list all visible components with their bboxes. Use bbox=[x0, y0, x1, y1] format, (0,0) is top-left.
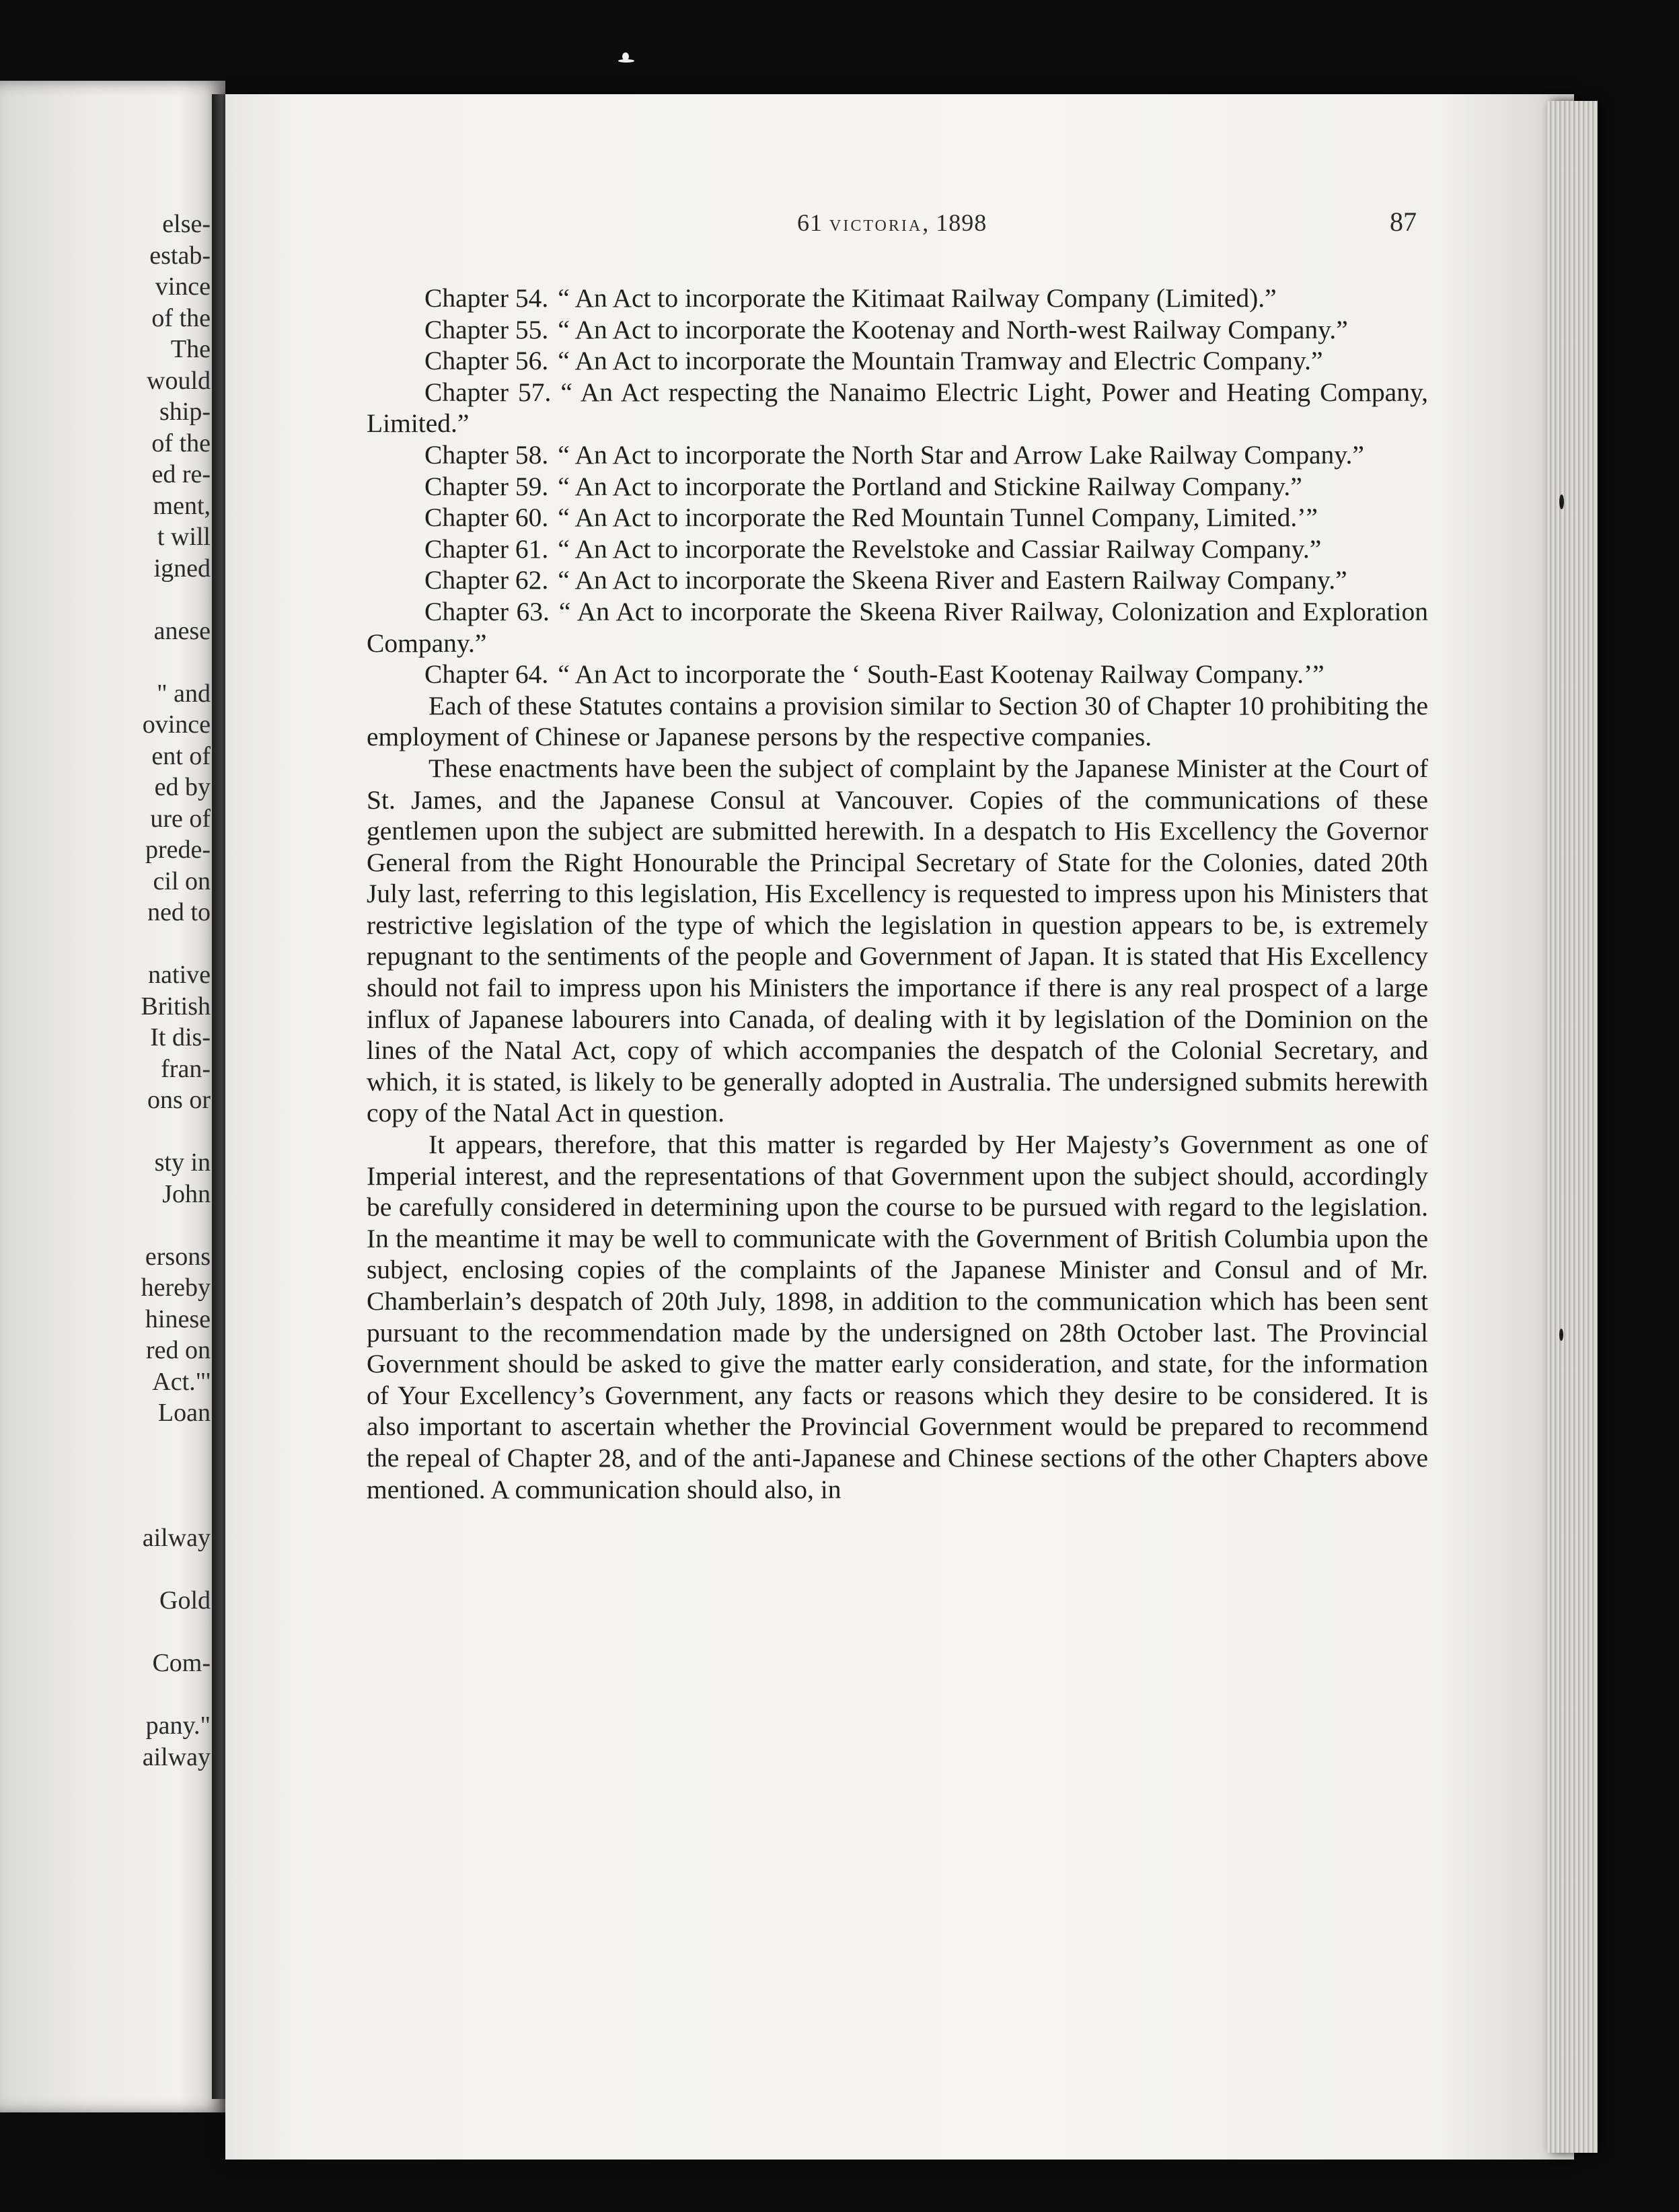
left-page-line-fragment: vince bbox=[155, 272, 211, 301]
chapter-title: “ An Act to incorporate the North Star and Arrow Lake Railway Company.” bbox=[558, 439, 1364, 470]
body-paragraph: These enactments have been the subject of complaint by the Japanese Minister at the Court of St. James, and the Japanese Consul at Vancouver. Copies of the communications of these gentlemen upon the subject are submitted herewith. In a despatch to His Excellency the Governor General from the Right Honourable the Principal Secretary of State for the Colonies, dated 20th July last, referring to this legislation, His Excellency is requested to impress upon his Ministers that restrictive legislation of the type of which the legislation in question appears to be, is extremely repugnant to the sentiments of the people and Government of Japan. It is stated that His Excellency should not fail to impress upon his Ministers the importance if there is any real prospect of a large influx of Japanese labourers into Canada, of dealing with it by legislation of the Dominion on the lines of the Natal Act, copy of which accompanies the despatch of the Colonial Secretary, and which, it is stated, is likely to be generally adopted in Australia. The undersigned submits herewith copy of the Natal Act in question. bbox=[367, 753, 1428, 1128]
left-page-line-fragment: sty in bbox=[154, 1148, 211, 1177]
left-page-line-fragment: Gold bbox=[159, 1586, 211, 1615]
chapter-entry bbox=[367, 596, 1428, 659]
left-page-line-fragment: t will bbox=[157, 523, 211, 551]
chapter-entry bbox=[367, 345, 1428, 377]
left-page-line-fragment: ailway bbox=[142, 1742, 211, 1771]
chapter-label: Chapter 59. bbox=[424, 471, 549, 501]
chapter-label: Chapter 60. bbox=[424, 503, 549, 533]
chapter-label: Chapter 64. bbox=[424, 659, 549, 690]
left-page-line-fragment: ons or bbox=[147, 1086, 211, 1114]
scan-speck bbox=[1559, 1329, 1563, 1341]
chapter-title: “ An Act to incorporate the Red Mountain Tunnel Company, Limited.’” bbox=[558, 503, 1318, 533]
left-page-line-fragment: of the bbox=[151, 303, 211, 332]
chapter-label: Chapter 58. bbox=[424, 439, 549, 470]
chapter-label: Chapter 57. bbox=[424, 377, 552, 407]
left-page-line-fragment: red on bbox=[145, 1336, 211, 1364]
chapter-title: “ An Act to incorporate the Portland and Stickine Railway Company.” bbox=[558, 471, 1302, 501]
chapter-label: Chapter 63. bbox=[424, 596, 550, 626]
left-page-line-fragment: It dis- bbox=[150, 1023, 211, 1052]
chapter-label: Chapter 54. bbox=[424, 283, 549, 313]
left-page-line-fragment: hereby bbox=[141, 1274, 211, 1302]
left-page-line-fragment: John bbox=[162, 1179, 211, 1208]
chapter-entry bbox=[367, 659, 1428, 690]
left-page-line-fragment: ned to bbox=[147, 898, 211, 926]
left-page-line-fragment: else- bbox=[162, 210, 211, 238]
left-page-line-fragment: ovince bbox=[142, 710, 211, 739]
chapter-entry bbox=[367, 377, 1428, 439]
left-page-line-fragment: ed by bbox=[154, 773, 211, 801]
chapter-title: “ An Act respecting the Nanaimo Electric Light, Power and Heating Company, Limited.” bbox=[367, 377, 1429, 439]
left-page-line-fragment: igned bbox=[153, 554, 211, 583]
chapter-list bbox=[367, 283, 1428, 690]
chapter-entry bbox=[367, 314, 1428, 346]
left-page-line-fragment: of the bbox=[151, 429, 211, 457]
chapter-entry bbox=[367, 533, 1428, 565]
chapter-entry bbox=[367, 439, 1428, 471]
chapter-entry bbox=[367, 283, 1428, 314]
left-page-line-fragment: pany." bbox=[145, 1711, 211, 1740]
chapter-title: “ An Act to incorporate the ‘ South-East Kootenay Railway Company.’” bbox=[558, 659, 1324, 690]
left-page-line-fragment: anese bbox=[153, 616, 211, 645]
left-page-line-fragment: British bbox=[141, 992, 211, 1021]
body-text bbox=[367, 283, 1428, 1505]
scan-speck bbox=[618, 59, 634, 63]
left-page-line-fragment: fran- bbox=[161, 1054, 211, 1083]
left-page-line-fragment: would bbox=[147, 366, 211, 395]
left-page-line-fragment: ailway bbox=[142, 1524, 211, 1552]
body-paragraph: Each of these Statutes contains a provision similar to Section 30 of Chapter 10 prohibiting the employment of Chinese or Japanese persons by the respective companies. bbox=[367, 690, 1428, 752]
left-page-line-fragment: prede- bbox=[145, 836, 211, 864]
scan-speck bbox=[1559, 494, 1564, 509]
left-page-line-fragment: ment, bbox=[153, 491, 211, 520]
left-page-line-fragment: The bbox=[170, 335, 211, 363]
left-page-line-fragment: cil on bbox=[153, 867, 211, 895]
left-page-line-fragment: Loan bbox=[157, 1399, 211, 1427]
body-paragraph: It appears, therefore, that this matter is regarded by Her Majesty’s Government as one of Imperial interest, and the representations of that Government upon the subject should, accordingly be carefully considered in determining upon the course to be pursued with regard to the legislation. In the meantime it may be well to communicate with the Government of British Columbia upon the subject, enclosing copies of the complaints of the Japanese Minister and Consul and of Mr. Chamberlain’s despatch of 20th July, 1898, in addition to the communication which has been sent pursuant to the recommendation made by the undersigned on 28th October last. The Provincial Government should be asked to give the matter early consideration, and state, for the information of Your Excellency’s Government, any facts or reasons which they desire to be considered. It is also important to ascertain whether the Provincial Government would be prepared to recommend the repeal of Chapter 28, and of the anti-Japanese and Chinese sections of the other Chapters above mentioned. A communication should also, in bbox=[367, 1130, 1428, 1504]
left-page-line-fragment: native bbox=[148, 961, 211, 989]
chapter-label: Chapter 62. bbox=[424, 565, 549, 595]
left-facing-page bbox=[0, 81, 225, 2112]
chapter-label: Chapter 61. bbox=[424, 533, 549, 564]
chapter-title: “ An Act to incorporate the Mountain Tramway and Electric Company.” bbox=[558, 346, 1323, 376]
chapter-label: Chapter 56. bbox=[424, 346, 549, 376]
left-page-line-fragment: Com- bbox=[152, 1649, 211, 1677]
left-page-line-fragment: ent of bbox=[151, 741, 211, 770]
chapter-title: “ An Act to incorporate the Skeena River Railway, Colonization and Exploration Company.” bbox=[367, 596, 1429, 658]
chapter-label: Chapter 55. bbox=[424, 314, 549, 344]
chapter-entry bbox=[367, 564, 1428, 596]
left-page-line-fragment: ship- bbox=[159, 398, 211, 426]
chapter-entry bbox=[367, 471, 1428, 503]
left-page-line-fragment: ersons bbox=[145, 1242, 211, 1271]
left-page-line-fragment: estab- bbox=[149, 241, 211, 270]
running-head: 61 victoria, 1898 bbox=[797, 209, 987, 236]
left-page-line-fragment: Act."' bbox=[152, 1367, 211, 1396]
chapter-title: “ An Act to incorporate the Revelstoke and Cassiar Railway Company.” bbox=[558, 533, 1322, 564]
left-page-line-fragment: " and bbox=[157, 679, 211, 708]
chapter-entry bbox=[367, 502, 1428, 533]
left-page-line-fragment: ed re- bbox=[151, 460, 211, 488]
left-page-line-fragment: hinese bbox=[145, 1304, 211, 1333]
chapter-title: “ An Act to incorporate the Kootenay and North-west Railway Company.” bbox=[558, 314, 1348, 344]
left-page-line-fragment: ure of bbox=[150, 804, 211, 833]
page-stack-edge bbox=[1547, 101, 1598, 2153]
page-number: 87 bbox=[1390, 207, 1417, 237]
chapter-title: “ An Act to incorporate the Skeena River and Eastern Railway Company.” bbox=[558, 565, 1347, 595]
chapter-title: “ An Act to incorporate the Kitimaat Railway Company (Limited).” bbox=[558, 283, 1277, 313]
